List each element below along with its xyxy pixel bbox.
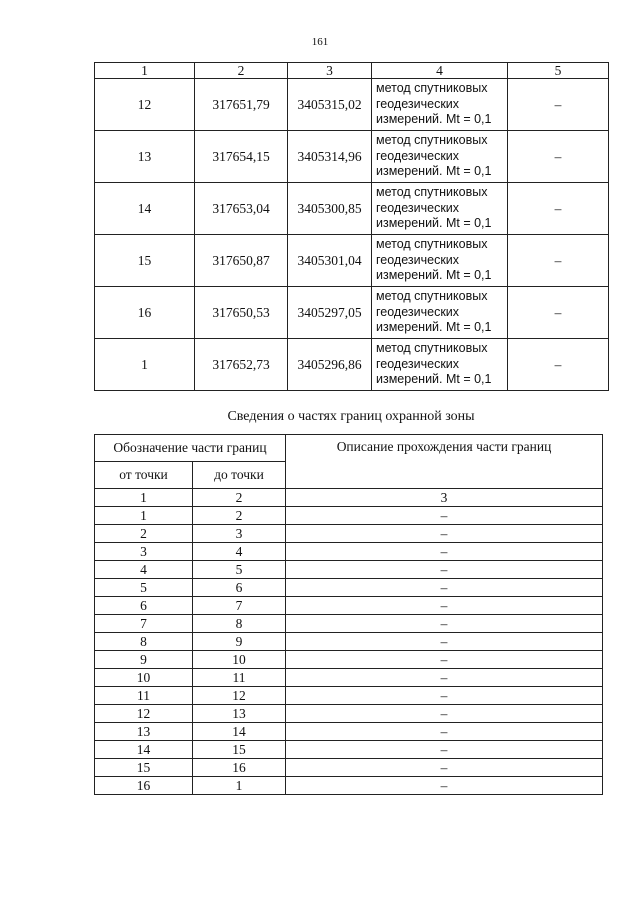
- boundary-description: –: [286, 741, 603, 759]
- boundary-part-row: [95, 651, 603, 669]
- coordinates-header-row: [95, 63, 609, 79]
- coordinates-table: [94, 62, 609, 391]
- from-point: 8: [95, 633, 193, 651]
- boundary-description: –: [286, 687, 603, 705]
- to-point: 4: [193, 543, 286, 561]
- header-boundary-description: Описание прохождения части границ: [286, 435, 603, 489]
- to-point: 14: [193, 723, 286, 741]
- x-coordinate: 317651,79: [195, 79, 288, 131]
- from-point: 10: [95, 669, 193, 687]
- to-point: 2: [193, 507, 286, 525]
- point-number: 12: [95, 79, 195, 131]
- from-point: 7: [95, 615, 193, 633]
- column-number-1: 1: [95, 63, 195, 79]
- determination-method: [372, 79, 508, 131]
- coordinates-row: [95, 339, 609, 391]
- method-line: измерений. Mt = 0,1: [376, 372, 492, 387]
- x-coordinate: 317653,04: [195, 183, 288, 235]
- method-line: измерений. Mt = 0,1: [376, 320, 492, 335]
- method-line: метод спутниковых: [376, 289, 488, 304]
- from-point: 2: [95, 525, 193, 543]
- to-point: 6: [193, 579, 286, 597]
- column-number-2: 2: [195, 63, 288, 79]
- boundary-part-row: [95, 759, 603, 777]
- section-title: Сведения о частях границ охранной зоны: [227, 409, 475, 424]
- boundary-part-row: [95, 597, 603, 615]
- method-line: геодезических: [376, 148, 460, 163]
- point-number: 16: [95, 287, 195, 339]
- method-line: метод спутниковых: [376, 81, 488, 96]
- mean-square-error: –: [508, 79, 609, 131]
- boundary-description: –: [286, 669, 603, 687]
- boundary-part-row: [95, 543, 603, 561]
- y-coordinate: 3405297,05: [288, 287, 372, 339]
- method-line: измерений. Mt = 0,1: [376, 112, 492, 127]
- to-point: 1: [193, 777, 286, 795]
- to-point: 11: [193, 669, 286, 687]
- boundary-description: –: [286, 723, 603, 741]
- column-number-4: 4: [372, 63, 508, 79]
- numbering-cell-1: 1: [95, 489, 193, 507]
- to-point: 5: [193, 561, 286, 579]
- to-point: 13: [193, 705, 286, 723]
- from-point: 13: [95, 723, 193, 741]
- coordinates-row: [95, 287, 609, 339]
- from-point: 6: [95, 597, 193, 615]
- from-point: 11: [95, 687, 193, 705]
- from-point: 9: [95, 651, 193, 669]
- method-line: геодезических: [376, 304, 460, 319]
- point-number: 13: [95, 131, 195, 183]
- method-line: метод спутниковых: [376, 185, 488, 200]
- boundary-description: –: [286, 759, 603, 777]
- y-coordinate: 3405314,96: [288, 131, 372, 183]
- determination-method: [372, 235, 508, 287]
- boundary-description: –: [286, 579, 603, 597]
- boundary-part-row: [95, 633, 603, 651]
- point-number: 15: [95, 235, 195, 287]
- header-boundary-part-designation: Обозначение части границ: [95, 435, 286, 462]
- determination-method: [372, 287, 508, 339]
- boundary-part-row: [95, 777, 603, 795]
- mean-square-error: –: [508, 131, 609, 183]
- from-point: 4: [95, 561, 193, 579]
- parts-numbering-row: [95, 489, 603, 507]
- method-line: геодезических: [376, 96, 460, 111]
- boundary-description: –: [286, 615, 603, 633]
- boundary-part-row: [95, 705, 603, 723]
- boundary-part-row: [95, 561, 603, 579]
- boundary-parts-table: [94, 434, 603, 795]
- y-coordinate: 3405300,85: [288, 183, 372, 235]
- column-number-3: 3: [288, 63, 372, 79]
- mean-square-error: –: [508, 287, 609, 339]
- x-coordinate: 317650,87: [195, 235, 288, 287]
- determination-method: [372, 183, 508, 235]
- x-coordinate: 317654,15: [195, 131, 288, 183]
- parts-header-row: [95, 435, 603, 462]
- method-line: метод спутниковых: [376, 341, 488, 356]
- to-point: 10: [193, 651, 286, 669]
- column-number-5: 5: [508, 63, 609, 79]
- numbering-cell-3: 3: [286, 489, 603, 507]
- to-point: 15: [193, 741, 286, 759]
- mean-square-error: –: [508, 183, 609, 235]
- method-line: метод спутниковых: [376, 237, 488, 252]
- from-point: 5: [95, 579, 193, 597]
- boundary-description: –: [286, 633, 603, 651]
- boundary-part-row: [95, 579, 603, 597]
- coordinates-row: [95, 235, 609, 287]
- method-line: геодезических: [376, 356, 460, 371]
- boundary-description: –: [286, 597, 603, 615]
- numbering-cell-2: 2: [193, 489, 286, 507]
- boundary-description: –: [286, 507, 603, 525]
- method-line: измерений. Mt = 0,1: [376, 268, 492, 283]
- header-to-point: до точки: [193, 462, 286, 489]
- method-line: геодезических: [376, 200, 460, 215]
- boundary-description: –: [286, 525, 603, 543]
- boundary-part-row: [95, 687, 603, 705]
- to-point: 12: [193, 687, 286, 705]
- coordinates-row: [95, 79, 609, 131]
- method-line: измерений. Mt = 0,1: [376, 216, 492, 231]
- x-coordinate: 317652,73: [195, 339, 288, 391]
- header-from-point: от точки: [95, 462, 193, 489]
- from-point: 16: [95, 777, 193, 795]
- determination-method: [372, 131, 508, 183]
- mean-square-error: –: [508, 235, 609, 287]
- boundary-part-row: [95, 507, 603, 525]
- to-point: 9: [193, 633, 286, 651]
- to-point: 8: [193, 615, 286, 633]
- coordinates-row: [95, 131, 609, 183]
- boundary-part-row: [95, 723, 603, 741]
- boundary-part-row: [95, 615, 603, 633]
- x-coordinate: 317650,53: [195, 287, 288, 339]
- method-line: измерений. Mt = 0,1: [376, 164, 492, 179]
- point-number: 14: [95, 183, 195, 235]
- from-point: 3: [95, 543, 193, 561]
- from-point: 1: [95, 507, 193, 525]
- boundary-part-row: [95, 525, 603, 543]
- boundary-description: –: [286, 561, 603, 579]
- boundary-description: –: [286, 543, 603, 561]
- point-number: 1: [95, 339, 195, 391]
- method-line: метод спутниковых: [376, 133, 488, 148]
- mean-square-error: –: [508, 339, 609, 391]
- to-point: 16: [193, 759, 286, 777]
- boundary-description: –: [286, 651, 603, 669]
- boundary-description: –: [286, 705, 603, 723]
- to-point: 7: [193, 597, 286, 615]
- from-point: 14: [95, 741, 193, 759]
- y-coordinate: 3405296,86: [288, 339, 372, 391]
- boundary-part-row: [95, 669, 603, 687]
- method-line: геодезических: [376, 252, 460, 267]
- from-point: 12: [95, 705, 193, 723]
- y-coordinate: 3405315,02: [288, 79, 372, 131]
- page-number: 161: [311, 36, 329, 48]
- coordinates-row: [95, 183, 609, 235]
- y-coordinate: 3405301,04: [288, 235, 372, 287]
- to-point: 3: [193, 525, 286, 543]
- boundary-part-row: [95, 741, 603, 759]
- determination-method: [372, 339, 508, 391]
- boundary-description: –: [286, 777, 603, 795]
- from-point: 15: [95, 759, 193, 777]
